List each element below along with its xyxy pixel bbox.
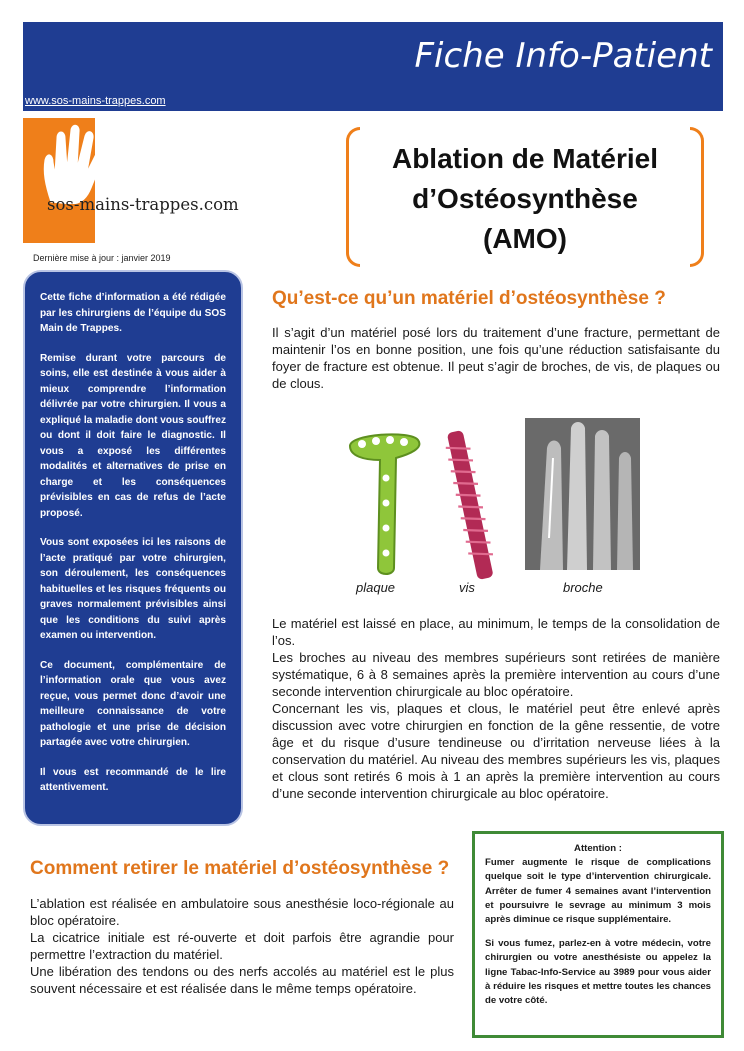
- caption-vis: vis: [459, 580, 475, 595]
- sidebar-paragraph: Il vous est recommandé de le lire attentivement.: [40, 766, 226, 793]
- body-paragraph: Le matériel est laissé en place, au minimum, le temps de la consolidation de l’os.: [272, 616, 720, 648]
- hand-icon: [31, 124, 141, 204]
- plate-illustration: [340, 428, 430, 578]
- attention-paragraph: Si vous fumez, parlez-en à votre médecin, votre chirurgien ou votre anesthésiste ou appelez la ligne Tabac-Info-Service au 3989 pour vous aider à réduire les risques et mettre toutes les chances de votre côté.: [485, 938, 711, 1007]
- xray-image: [525, 418, 640, 570]
- section-2-title: Comment retirer le matériel d’ostéosynthèse ?: [30, 858, 450, 879]
- body-paragraph: La cicatrice initiale est ré-ouverte et doit parfois être agrandie pour permettre l’extraction du matériel.: [30, 930, 454, 962]
- body-paragraph: L’ablation est réalisée en ambulatoire sous anesthésie loco-régionale au bloc opératoire.: [30, 896, 454, 928]
- right-bracket: [690, 127, 704, 267]
- page-header-title: Fiche Info-Patient: [414, 36, 712, 76]
- body-paragraph: Concernant les vis, plaques et clous, le matériel peut être enlevé après discussion avec votre chirurgien en fonction de la gêne ressentie, de votre âge et du risque d’usure tendineuse ou d’irritation nerveuse liées à la conservation du matériel. Au niveau des membres supérieurs les vis, plaques et clous sont retirés 6 mois à 1 an après la première intervention au cours d’une seconde intervention chirurgicale au bloc opératoire.: [272, 701, 720, 801]
- body-paragraph: Les broches au niveau des membres supérieurs sont retirées de manière systématique, 6 à 8 semaines après la première intervention au cours d’une seconde intervention chirurgicale au bloc opératoire.: [272, 650, 720, 699]
- title-line-1: Ablation de Matériel: [391, 143, 659, 174]
- logo-text: sos-mains-trappes.com: [47, 195, 239, 214]
- section-1-body: [272, 615, 720, 802]
- document-title: [360, 139, 690, 259]
- section-2-body: [30, 895, 454, 997]
- attention-box: [472, 831, 724, 1038]
- screw-illustration: [440, 424, 500, 584]
- info-sidebar: [23, 270, 243, 826]
- last-update: Dernière mise à jour : janvier 2019: [33, 253, 171, 263]
- left-bracket: [346, 127, 360, 267]
- section-1-intro: [272, 324, 720, 392]
- sidebar-paragraph: Remise durant votre parcours de soins, elle est destinée à vous aider à mieux comprendre l’information délivrée par votre chirurgien. Il vous a expliqué la maladie dont vous souffrez ou dont il doit faire le diagnostic. Il vous a exposé les différentes modalités et alternatives de prise en charge et les conséquences prévisibles en cas de refus de l’acte proposé.: [40, 352, 226, 519]
- sidebar-paragraph: Vous sont exposées ici les raisons de l’acte pratiqué par votre chirurgien, son déroulement, les conséquences habituelles et les risques fréquents ou graves normalement prévisibles ainsi que les conditions du suivi après examen ou intervention.: [40, 537, 226, 641]
- attention-paragraph: Fumer augmente le risque de complications quelque soit le type d’intervention chirurgicale. Arrêter de fumer 4 semaines avant l’intervention et poursuivre le sevrage au minimum 3 mois après diminue ce risque supplémentaire.: [485, 857, 711, 926]
- title-line-2: d’Ostéosynthèse: [412, 183, 638, 214]
- section-1-title: Qu’est-ce qu’un matériel d’ostéosynthèse ?: [272, 288, 666, 309]
- caption-plaque: plaque: [356, 580, 396, 595]
- logo: [23, 118, 243, 243]
- title-box: [346, 127, 704, 267]
- body-paragraph: Une libération des tendons ou des nerfs accolés au matériel est le plus souvent nécessaire et est réalisée dans le même temps opératoire.: [30, 964, 454, 996]
- title-line-3: (AMO): [483, 223, 567, 254]
- sidebar-paragraph: Ce document, complémentaire de l’information orale que vous avez reçue, vous permet donc d’avoir une meilleure connaissance de votre pathologie et une prise de décision partagée avec votre chirurgien.: [40, 659, 226, 748]
- implant-images: [340, 418, 640, 593]
- caption-broche: broche: [563, 580, 603, 595]
- sidebar-paragraph: Cette fiche d’information a été rédigée par les chirurgiens de l’équipe du SOS Main de Trappes.: [40, 292, 226, 334]
- intro-paragraph: Il s’agit d’un matériel posé lors du traitement d’une fracture, permettant de maintenir l’os en bonne position, une fois qu’une réduction satisfaisante du foyer de fracture est obtenue. Il peut s’agir de broches, de vis, de plaques ou de clous.: [272, 325, 720, 391]
- site-url-link[interactable]: www.sos-mains-trappes.com: [25, 95, 166, 107]
- attention-heading: Attention :: [574, 843, 622, 854]
